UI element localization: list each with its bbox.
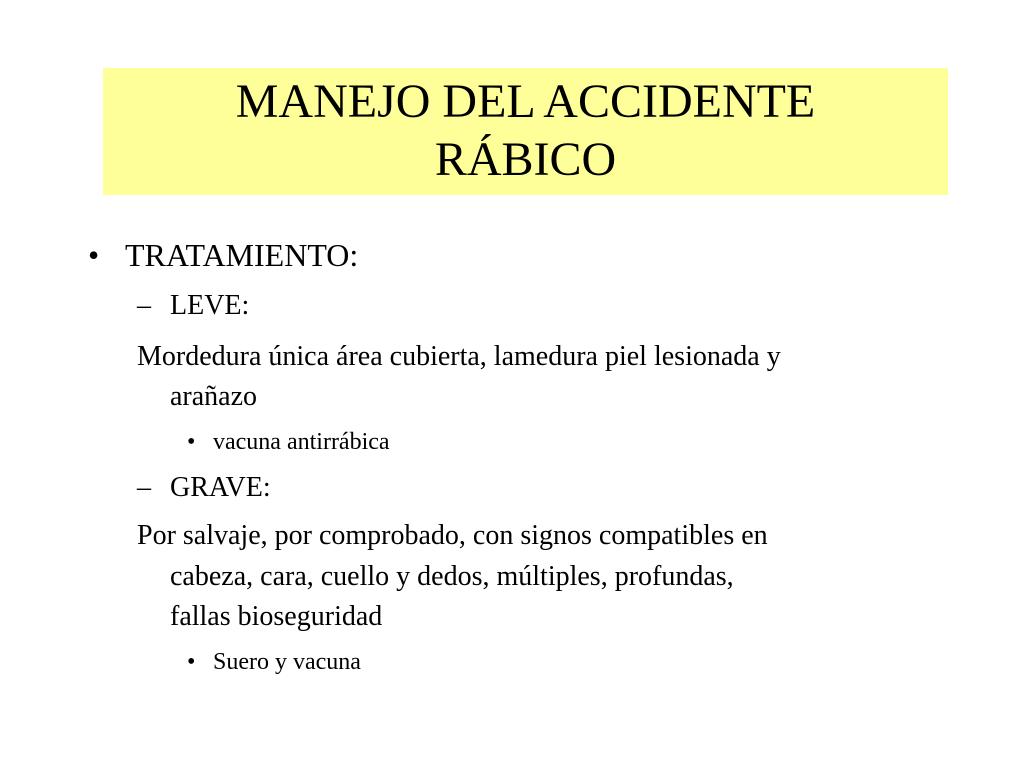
leve-label: LEVE:	[170, 290, 250, 321]
section-heading: TRATAMIENTO:	[125, 237, 359, 273]
grave-treatment: Suero y vacuna	[213, 649, 361, 675]
grave-description-line-3: fallas bioseguridad	[170, 601, 383, 632]
title-banner	[103, 68, 948, 195]
slide-title-line-1: MANEJO DEL ACCIDENTE	[235, 75, 816, 128]
leve-description-line-2: arañazo	[170, 381, 258, 412]
bullet-icon: •	[187, 649, 196, 675]
dash-icon: –	[137, 290, 151, 321]
leve-treatment: vacuna antirrábica	[213, 429, 390, 455]
leve-description-line-1: Mordedura única área cubierta, lamedura piel lesionada y	[137, 341, 781, 372]
grave-description-line-2: cabeza, cara, cuello y dedos, múltiples, profundas,	[170, 561, 734, 592]
dash-icon: –	[137, 472, 151, 503]
bullet-icon: •	[187, 429, 196, 455]
grave-description-line-1: Por salvaje, por comprobado, con signos compatibles en	[137, 520, 768, 551]
slide-title-line-2: RÁBICO	[434, 133, 617, 186]
grave-label: GRAVE:	[170, 472, 271, 503]
bullet-icon: •	[88, 237, 100, 273]
